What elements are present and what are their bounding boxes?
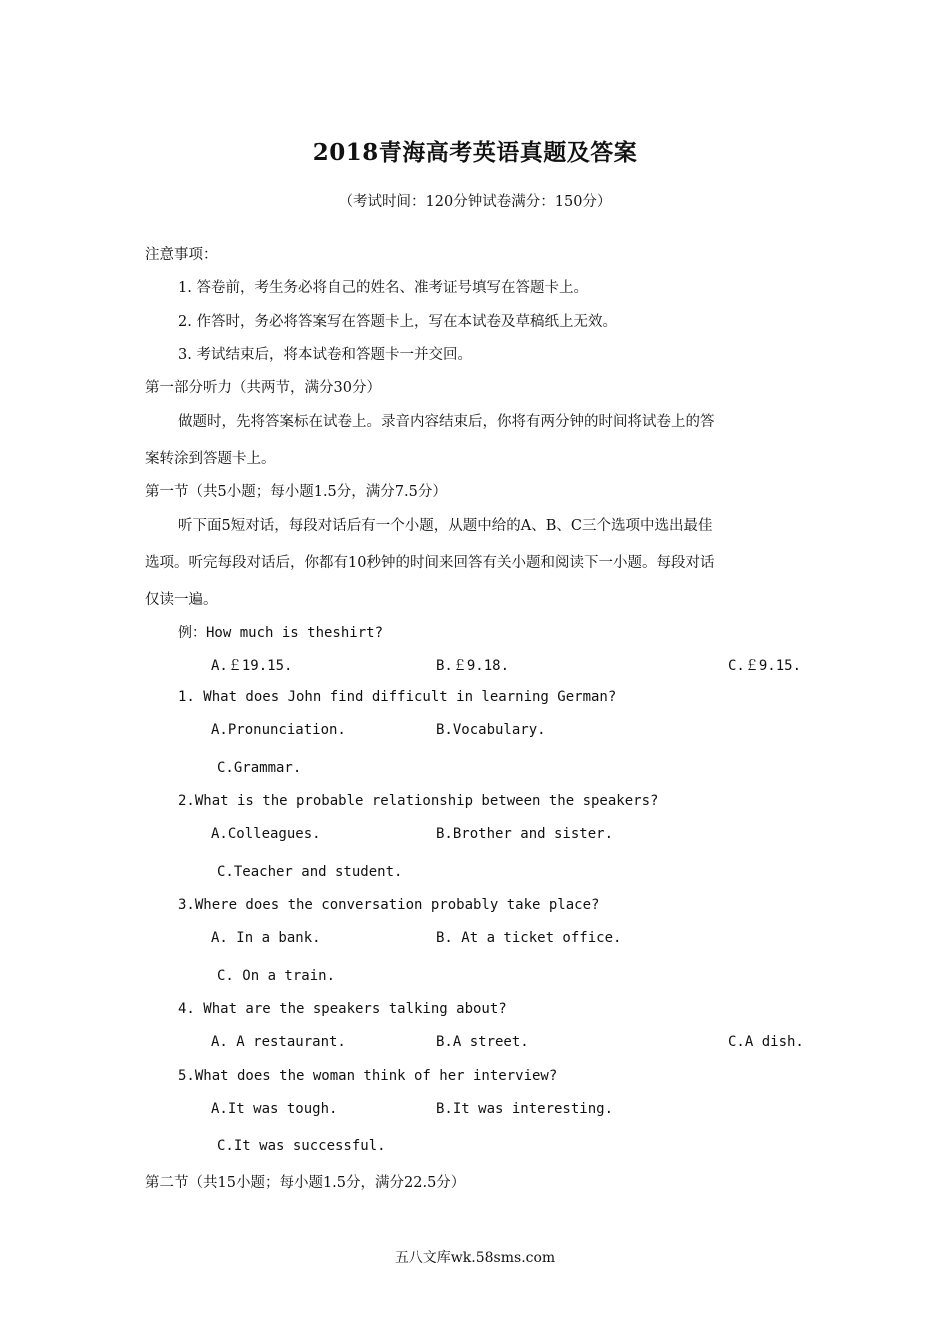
question-3: 3.Where does the conversation probably take place? — [178, 897, 600, 913]
question-5-option-b: B.It was interesting. — [436, 1101, 614, 1117]
question-5-option-c: C.It was successful. — [217, 1138, 386, 1154]
question-1: 1. What does John find difficult in learning German? — [178, 689, 617, 705]
question-1-option-b: B.Vocabulary. — [436, 722, 546, 738]
question-4: 4. What are the speakers talking about? — [178, 1001, 507, 1017]
example-option-c: C.￡9.15. — [728, 658, 802, 674]
question-2-option-a: A.Colleagues. — [211, 826, 321, 842]
section1-instruction-cont: 仅读一遍。 — [145, 592, 218, 608]
question-3-option-a: A. In a bank. — [211, 930, 321, 946]
question-4-option-a: A. A restaurant. — [211, 1034, 346, 1050]
part1-instruction: 做题时，先将答案标在试卷上。录音内容结束后，你将有两分钟的时间将试卷上的答 — [178, 414, 715, 430]
notice-heading: 注意事项： — [145, 247, 218, 263]
part1-heading: 第一部分听力（共两节，满分30分） — [145, 380, 381, 396]
question-5: 5.What does the woman think of her interview? — [178, 1068, 558, 1084]
question-1-option-c: C.Grammar. — [217, 760, 302, 776]
question-4-option-b: B.A street. — [436, 1034, 529, 1050]
notice-item: 1. 答卷前，考生务必将自己的姓名、准考证号填写在答题卡上。 — [178, 280, 588, 296]
question-3-option-c: C. On a train. — [217, 968, 336, 984]
question-2-option-b: B.Brother and sister. — [436, 826, 614, 842]
section1-heading: 第一节（共5小题；每小题1.5分，满分7.5分） — [145, 484, 447, 500]
example-option-b: B.￡9.18. — [436, 658, 510, 674]
example-option-a: A.￡19.15. — [211, 658, 293, 674]
exam-time-note: （考试时间：120分钟试卷满分：150分） — [338, 194, 612, 210]
notice-item: 2. 作答时，务必将答案写在答题卡上，写在本试卷及草稿纸上无效。 — [178, 314, 617, 330]
question-5-option-a: A.It was tough. — [211, 1101, 338, 1117]
notice-item: 3. 考试结束后，将本试卷和答题卡一并交回。 — [178, 347, 472, 363]
section1-instruction: 听下面5短对话，每段对话后有一个小题，从题中给的A、B、C三个选项中选出最佳 — [178, 518, 713, 534]
section2-heading: 第二节（共15小题；每小题1.5分，满分22.5分） — [145, 1175, 466, 1191]
page-title: 2018青海高考英语真题及答案 — [312, 139, 638, 166]
section1-instruction-cont: 选项。听完每段对话后，你都有10秒钟的时间来回答有关小题和阅读下一小题。每段对话 — [145, 555, 715, 571]
part1-instruction-cont: 案转涂到答题卡上。 — [145, 451, 276, 467]
question-2-option-c: C.Teacher and student. — [217, 864, 403, 880]
footer-source: 五八文库wk.58sms.com — [394, 1250, 556, 1266]
example-question: 例：How much is theshirt? — [178, 625, 384, 641]
question-3-option-b: B. At a ticket office. — [436, 930, 622, 946]
question-1-option-a: A.Pronunciation. — [211, 722, 346, 738]
question-2: 2.What is the probable relationship between the speakers? — [178, 793, 659, 809]
question-4-option-c: C.A dish. — [728, 1034, 804, 1050]
